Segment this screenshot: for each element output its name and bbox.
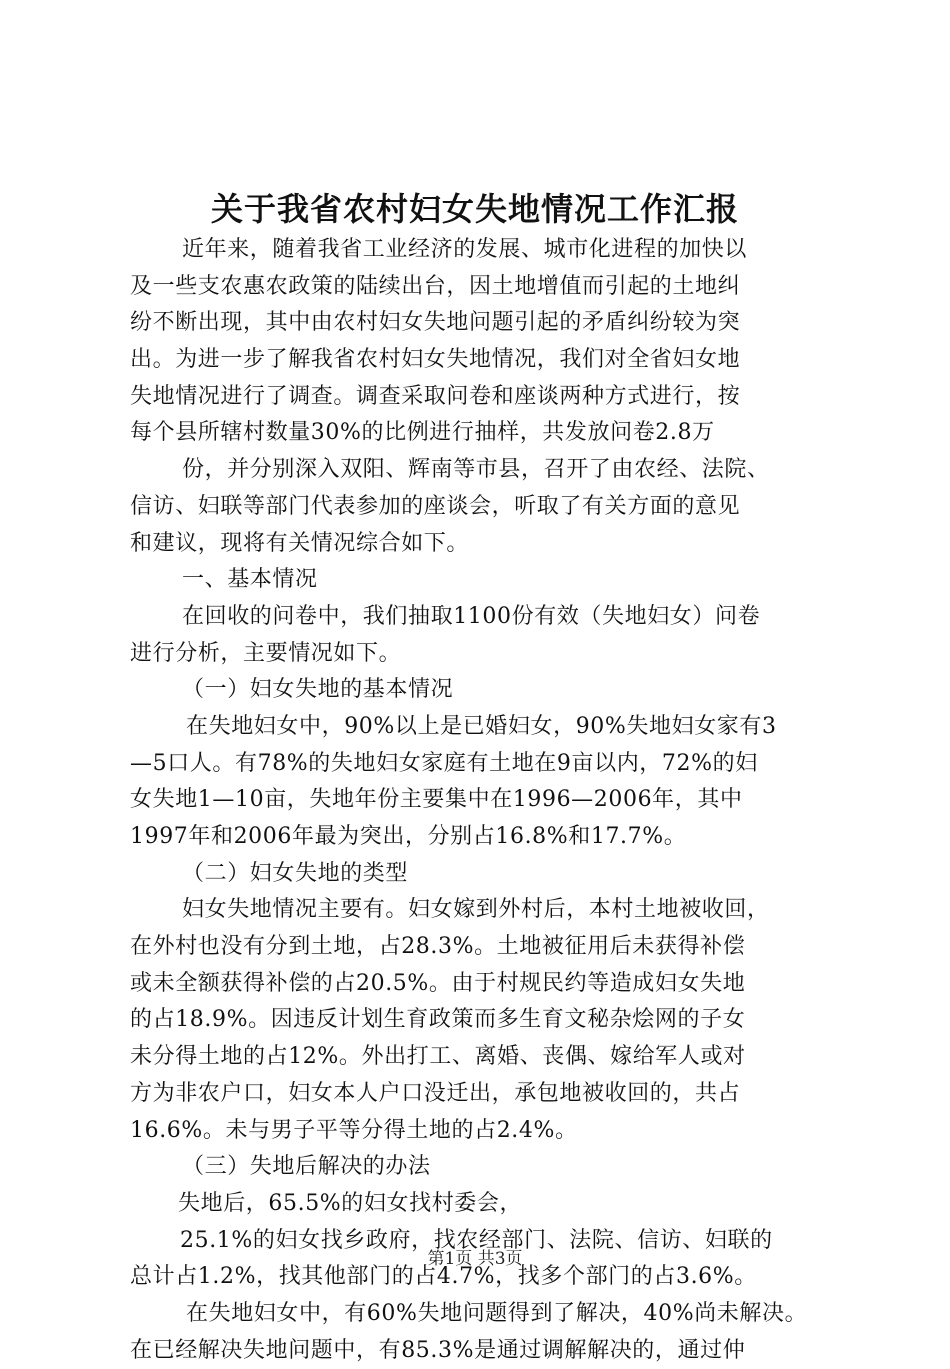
subsection-heading: （三）失地后解决的办法 <box>182 1154 431 1180</box>
text-line: 方为非农户口，妇女本人户口没迁出，承包地被收回的，共占 <box>130 1080 741 1106</box>
text-line: 和建议，现将有关情况综合如下。 <box>130 530 470 556</box>
document-title: 关于我省农村妇女失地情况工作汇报 <box>210 190 739 228</box>
text-line: 在失地妇女中，90%以上是已婚妇女，90%失地妇女家有3 <box>186 713 777 739</box>
text-line: 25.1%的妇女找乡政府，找农经部门、法院、信访、妇联的 <box>180 1227 773 1253</box>
text-line: 失地情况进行了调查。调查采取问卷和座谈两种方式进行，按 <box>130 383 741 409</box>
text-line: 的占18.9%。因违反计划生育政策而多生育文秘杂烩网的子女 <box>130 1007 746 1033</box>
text-line: 或未全额获得补偿的占20.5%。由于村规民约等造成妇女失地 <box>130 970 746 996</box>
subsection-heading: （二）妇女失地的类型 <box>182 860 409 886</box>
text-line: 在回收的问卷中，我们抽取1100份有效（失地妇女）问卷 <box>182 603 761 629</box>
text-line: 在已经解决失地问题中，有85.3%是通过调解解决的，通过仲 <box>130 1337 746 1363</box>
text-line: 近年来，随着我省工业经济的发展、城市化进程的加快以 <box>182 237 748 262</box>
text-line: 每个县所辖村数量30%的比例进行抽样，共发放问卷2.8万 <box>130 420 715 446</box>
document-body <box>130 232 830 1369</box>
text-line: 及一些支农惠农政策的陆续出台，因土地增值而引起的土地纠 <box>130 273 741 299</box>
text-line: 16.6%。未与男子平等分得土地的占2.4%。 <box>130 1117 578 1143</box>
text-line: 出。为进一步了解我省农村妇女失地情况，我们对全省妇女地 <box>130 347 741 373</box>
text-line: 总计占1.2%，找其他部门的占4.7%，找多个部门的占3.6%。 <box>130 1264 757 1290</box>
subsection-heading: （一）妇女失地的基本情况 <box>182 677 454 703</box>
text-line: 进行分析，主要情况如下。 <box>130 640 402 666</box>
text-line: 在外村也没有分到土地，占28.3%。土地被征用后未获得补偿 <box>130 934 746 960</box>
section-heading: 一、基本情况 <box>182 567 318 593</box>
text-line: 妇女失地情况主要有。妇女嫁到外村后，本村土地被收回， <box>182 897 770 923</box>
text-line: —5口人。有78%的失地妇女家庭有土地在9亩以内，72%的妇 <box>130 750 758 776</box>
text-line: 纷不断出现，其中由农村妇女失地问题引起的矛盾纠纷较为突 <box>130 310 741 336</box>
text-line: 失地后，65.5%的妇女找村委会， <box>178 1190 523 1216</box>
text-line: 在失地妇女中，有60%失地问题得到了解决，40%尚未解决。 <box>186 1300 808 1326</box>
text-line: 信访、妇联等部门代表参加的座谈会，听取了有关方面的意见 <box>130 493 741 519</box>
text-line: 未分得土地的占12%。外出打工、离婚、丧偶、嫁给军人或对 <box>130 1044 746 1070</box>
page-number: 第1页 共3页 <box>427 1249 523 1269</box>
text-line: 1997年和2006年最为突出，分别占16.8%和17.7%。 <box>130 824 687 849</box>
text-line: 份，并分别深入双阳、辉南等市县，召开了由农经、法院、 <box>182 457 770 483</box>
text-line: 女失地1—10亩，失地年份主要集中在1996—2006年，其中 <box>130 787 743 813</box>
